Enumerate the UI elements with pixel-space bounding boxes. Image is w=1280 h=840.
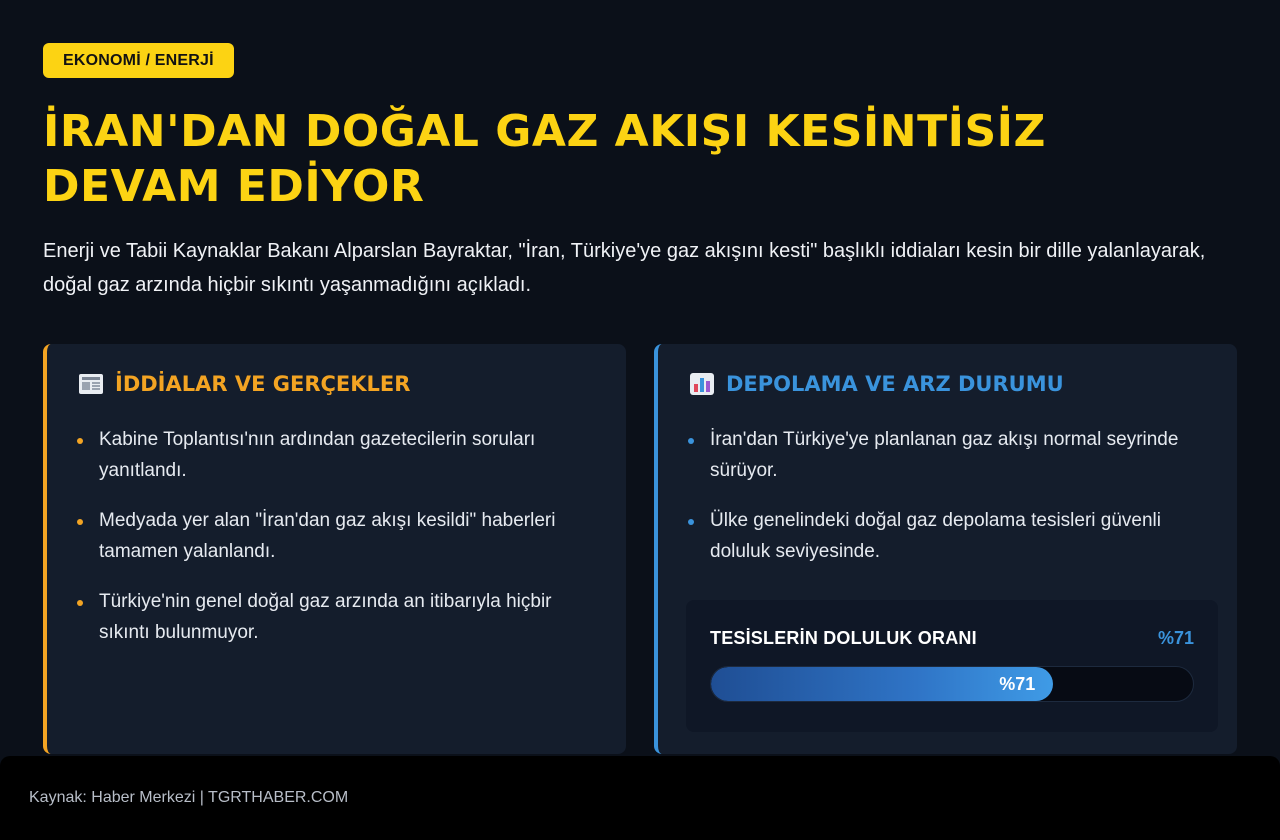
bullet-dot (688, 438, 694, 444)
list-item: Kabine Toplantısı'nın ardından gazetecilerin soruları yanıtlandı. (77, 424, 598, 486)
progress-bar (710, 666, 1194, 702)
storage-card-header (688, 368, 1209, 400)
occupancy-meter (686, 600, 1218, 732)
claims-card-header (77, 368, 598, 400)
bullet-dot (77, 519, 83, 525)
newspaper-icon (77, 371, 105, 397)
meter-header (710, 624, 1194, 652)
meter-label: TESİSLERİN DOLULUK ORANI (710, 627, 977, 648)
meter-value: %71 (1157, 627, 1194, 648)
list-item: İran'dan Türkiye'ye planlanan gaz akışı normal seyrinde sürüyor. (688, 424, 1209, 486)
storage-card-title: DEPOLAMA VE ARZ DURUMU (726, 372, 1064, 396)
storage-card (654, 344, 1237, 754)
list-item: Türkiye'nin genel doğal gaz arzında an itibarıyla hiçbir sıkıntı bulunmuyor. (77, 586, 598, 648)
bullet-dot (77, 438, 83, 444)
storage-list (688, 424, 1209, 567)
claims-list (77, 424, 598, 648)
headline: İRAN'DAN DOĞAL GAZ AKIŞI KESİNTİSİZ DEVAM EDİYOR (43, 106, 1046, 212)
source-footer: Kaynak: Haber Merkezi | TGRTHABER.COM (0, 756, 1280, 840)
list-item: Ülke genelindeki doğal gaz depolama tesisleri güvenli doluluk seviyesinde. (688, 505, 1209, 567)
category-badge: EKONOMİ / ENERJİ (43, 43, 234, 78)
bar-chart-icon (688, 371, 716, 397)
progress-bar-fill: %71 (711, 667, 1053, 701)
claims-card (43, 344, 626, 754)
bullet-dot (77, 600, 83, 606)
claims-card-title: İDDİALAR VE GERÇEKLER (115, 372, 411, 396)
list-item: Medyada yer alan "İran'dan gaz akışı kesildi" haberleri tamamen yalanlandı. (77, 505, 598, 567)
lead-paragraph: Enerji ve Tabii Kaynaklar Bakanı Alparslan Bayraktar, "İran, Türkiye'ye gaz akışını kesti" başlıklı iddiaları kesin bir dille yalanlayarak, doğal gaz arzında hiçbir sıkıntı yaşanmadığını açıkladı. (43, 240, 1206, 296)
bullet-dot (688, 519, 694, 525)
